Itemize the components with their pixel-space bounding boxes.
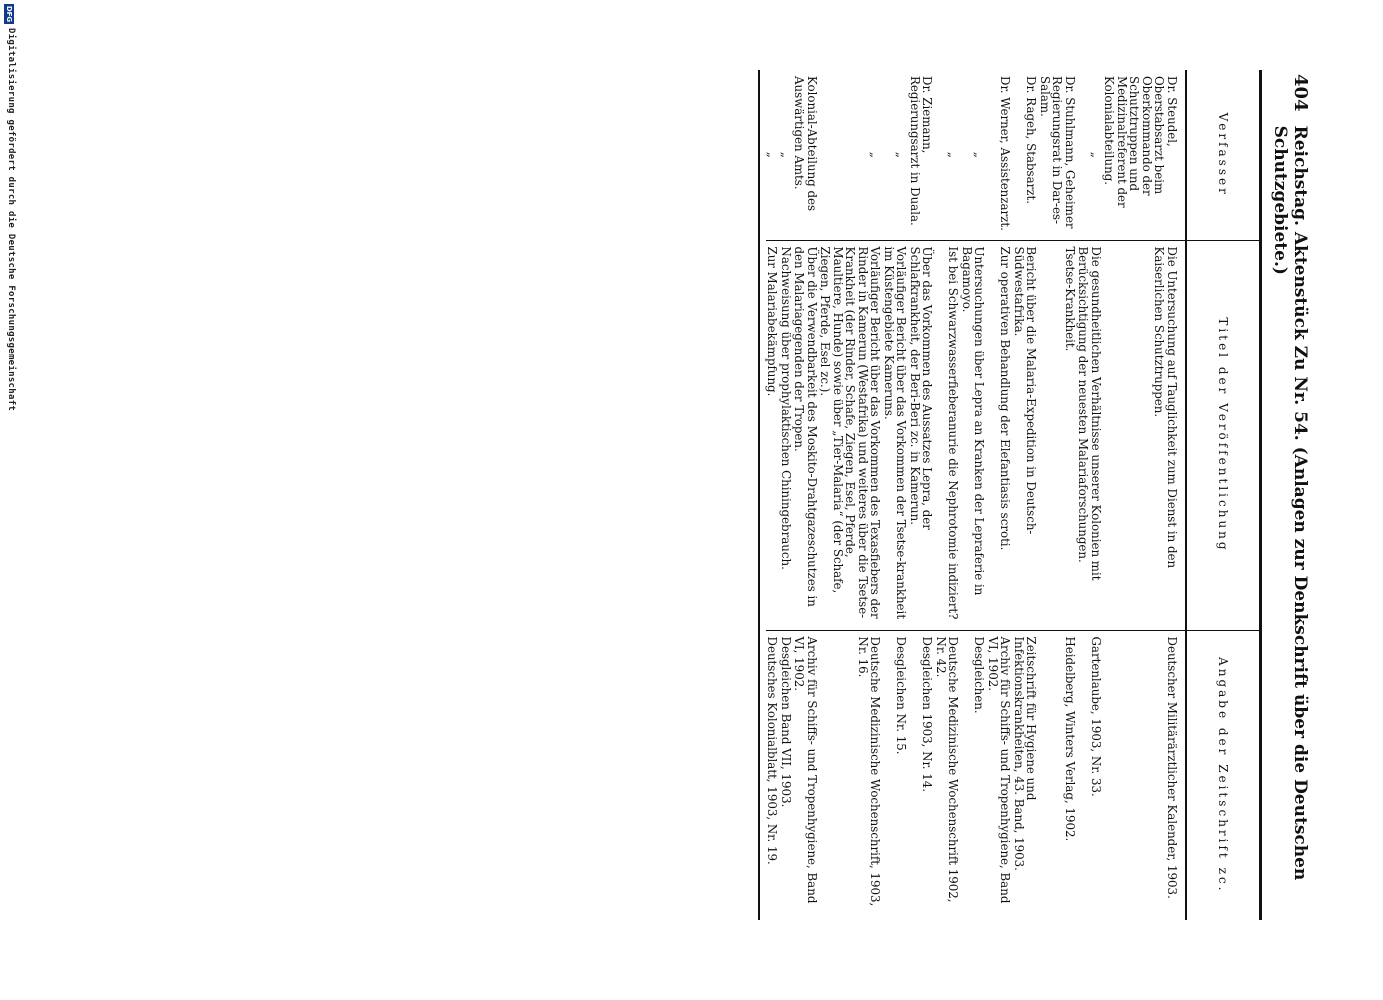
- journal-cell-text: Deutsche Medizinische Wochenschrift, 1903, Nr. 16.: [856, 636, 883, 907]
- journal-cell: [909, 630, 935, 920]
- journal-cell-text: Archiv für Schiffs- und Tropenhygiene, Band VI, 1902.: [792, 636, 819, 904]
- journal-cell-text: Deutsche Medizinische Wochenschrift 1902, Nr. 42.: [934, 636, 961, 903]
- journal-cell: [793, 630, 819, 920]
- footer-rule: [758, 70, 760, 920]
- author-cell: [883, 70, 909, 240]
- funding-note: Digitalisierung gefördert durch die Deutsche Forschungsgemeinschaft: [6, 28, 16, 412]
- journal-cell: [883, 630, 909, 920]
- title-cell: [1039, 240, 1078, 630]
- author-cell: [1039, 70, 1078, 240]
- title-cell: [883, 240, 909, 630]
- table-row: [793, 70, 819, 920]
- title-cell: [1077, 240, 1103, 630]
- title-cell: [1103, 240, 1186, 630]
- journal-cell-text: Zeitschrift für Hygiene und Infektionskrankheiten, 43. Band, 1903.: [1012, 636, 1039, 871]
- author-cell: [819, 70, 883, 240]
- header-rule: [1259, 70, 1262, 920]
- title-cell: [987, 240, 1013, 630]
- title-cell: [961, 240, 987, 630]
- table-row: [1039, 70, 1078, 920]
- title-cell: [766, 240, 780, 630]
- journal-cell: [1039, 630, 1078, 920]
- title-cell-text: Zur Malariabekämpfung.: [765, 246, 780, 397]
- author-cell-text: „: [765, 151, 780, 158]
- header-title: Titel der Veröffentlichung: [1186, 240, 1259, 630]
- author-cell: [1103, 70, 1186, 240]
- journal-cell: [1103, 630, 1186, 920]
- author-cell-text: „: [946, 151, 961, 158]
- author-cell-text: Dr. Stuhlmann, Geheimer Regierungsrat in Dar-es-Salam.: [1038, 76, 1077, 229]
- table-row: [1077, 70, 1103, 920]
- title-cell: [909, 240, 935, 630]
- journal-cell-text: Desgleichen Nr. 15.: [894, 636, 909, 755]
- title-cell-text: Nachweisung über prophylaktischen Chiningebrauch.: [779, 246, 793, 570]
- journal-cell-text: Deutscher Militärärztlicher Kalender, 1903.: [1165, 636, 1179, 899]
- title-cell-text: Die gesundheitlichen Verhältnisse unserer Kolonien mit Berücksichtigung der neuesten Malariaforschungen.: [1076, 246, 1103, 581]
- title-cell-text: Vorläufiger Bericht über das Vorkommen des Texasfiebers der Rinder in Kamerun (Westafrika) und weiteres über die Tsetse-Krankheit (der Rinder, Schafe, Ziegen, Esel, Pferde, Maultiere, Hunde) sowie über „Tier-Malaria“ (der Schafe, Ziegen, Pferde, Esel zc.).: [818, 246, 883, 619]
- table-row: [909, 70, 935, 920]
- author-cell-text: Dr. Steudel, Oberstabsarzt beim Oberkommando der Schutztruppen und Medizinalreferent der Kolonialabteilung.: [1102, 76, 1179, 208]
- author-cell: [1013, 70, 1039, 240]
- table-row: [987, 70, 1013, 920]
- title-cell-text: Ist bei Schwarzwasserfieberanurie die Nephrotomie indiziert?: [946, 246, 961, 620]
- author-cell-text: Dr. Rageh, Stabsarzt.: [1024, 76, 1039, 204]
- table-row: [883, 70, 909, 920]
- dfg-logo: DFG: [5, 5, 13, 23]
- table-body: [766, 70, 1186, 920]
- journal-cell: [1077, 630, 1103, 920]
- journal-cell-text: Gartenlaube, 1903, Nr. 33.: [1089, 636, 1103, 797]
- title-cell-text: Vorläufiger Bericht über das Vorkommen der Tsetse-krankheit im Küstengebiete Kameruns.: [882, 246, 909, 620]
- header-journal: Angabe der Zeitschrift zc.: [1186, 630, 1259, 920]
- author-cell-text: Kolonial-Abteilung des Auswärtigen Amts.: [792, 76, 819, 212]
- header-author: Verfasser: [1186, 70, 1259, 240]
- author-cell-text: Dr. Ziemann, Regierungsarzt in Duala.: [908, 76, 935, 226]
- author-cell: [935, 70, 961, 240]
- author-cell: [909, 70, 935, 240]
- title-cell: [819, 240, 883, 630]
- title-cell: [793, 240, 819, 630]
- table-row: [935, 70, 961, 920]
- author-cell-text: „: [894, 151, 909, 158]
- author-cell: [766, 70, 780, 240]
- journal-cell-text: Heidelberg, Winters Verlag, 1902.: [1063, 636, 1077, 842]
- journal-cell-text: Desgleichen Band VII, 1903.: [779, 636, 793, 808]
- title-cell-text: Die Untersuchung auf Tauglichkeit zum Dienst in den Kaiserlichen Schutztruppen.: [1152, 246, 1179, 569]
- journal-cell: [766, 630, 780, 920]
- journal-cell: [780, 630, 794, 920]
- journal-cell-text: Archiv für Schiffs- und Tropenhygiene, Band VI, 1902.: [986, 636, 1013, 904]
- table-row: [780, 70, 794, 920]
- table-row: [819, 70, 883, 920]
- journal-cell: [819, 630, 883, 920]
- page-header: [1270, 74, 1311, 920]
- author-cell-text: „: [868, 151, 883, 158]
- running-head: Reichstag. Aktenstück Zu Nr. 54. (Anlagen zur Denkschrift über die Deutschen Schutzgebiete.): [1270, 125, 1310, 881]
- table-row: [1103, 70, 1186, 920]
- document-body: [758, 70, 1311, 920]
- title-cell: [1013, 240, 1039, 630]
- author-cell: [780, 70, 794, 240]
- table-row: [1013, 70, 1039, 920]
- journal-cell: [987, 630, 1013, 920]
- title-cell-text: Über das Vorkommen des Aussatzes Lepra, der Schlafkrankheit, der Beri-Beri zc. in Kamerun.: [908, 246, 935, 530]
- title-cell-text: Über die Verwendbarkeit des Moskito-Drahtgazeschutzes in den Malariagegenden der Tropen.: [792, 246, 819, 607]
- author-cell: [961, 70, 987, 240]
- journal-cell: [935, 630, 961, 920]
- title-cell: [935, 240, 961, 630]
- page-number: 404: [1290, 74, 1311, 112]
- journal-cell-text: Desgleichen.: [972, 636, 987, 714]
- title-cell-text: Zur operativen Behandlung der Elefantiasis scroti.: [998, 246, 1013, 551]
- publications-table: [766, 70, 1259, 920]
- table-row: [766, 70, 780, 920]
- author-cell-text: „: [1089, 151, 1103, 158]
- title-cell: [780, 240, 794, 630]
- journal-cell: [961, 630, 987, 920]
- author-cell: [793, 70, 819, 240]
- table-row: [961, 70, 987, 920]
- journal-cell-text: Desgleichen 1903, Nr. 14.: [920, 636, 935, 793]
- author-cell: [987, 70, 1013, 240]
- journal-cell-text: Deutsches Kolonialblatt, 1903, Nr. 19.: [765, 636, 780, 865]
- title-cell-text: Bericht über die Malaria-Expedition in Deutsch-Südwestafrika.: [1012, 246, 1039, 535]
- author-cell-text: „: [779, 151, 793, 158]
- author-cell-text: Dr. Werner, Assistenzarzt.: [998, 76, 1013, 231]
- journal-cell: [1013, 630, 1039, 920]
- author-cell-text: „: [972, 151, 987, 158]
- title-cell-text: Tsetse-Krankheit.: [1063, 246, 1077, 352]
- author-cell: [1077, 70, 1103, 240]
- title-cell-text: Untersuchungen über Lepra an Kranken der Lepraferie in Bagamoyo.: [960, 246, 987, 596]
- table-header-row: [1186, 70, 1259, 920]
